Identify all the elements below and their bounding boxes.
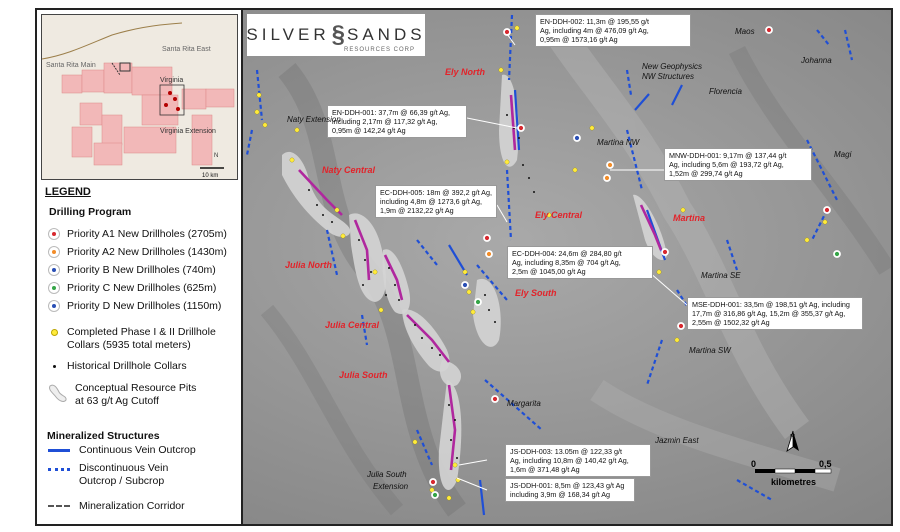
legend-item-pits: Conceptual Resource Pits at 63 g/t Ag Cutoff <box>47 382 196 408</box>
target-label-naty-central: Naty Central <box>322 165 376 175</box>
legend-title: LEGEND <box>45 186 91 198</box>
priority-c-icon <box>49 283 59 293</box>
svg-text:0: 0 <box>751 459 757 469</box>
place-label-martina-sw: Martina SW <box>689 346 731 355</box>
location-inset-map <box>41 14 238 180</box>
company-logo: SILVER § SANDS RESOURCES CORP <box>247 14 425 56</box>
callout-js-ddh-001: JS-DDH-001: 8,5m @ 123,43 g/t Ag including 3,9m @ 168,34 g/t Ag <box>505 478 635 502</box>
scale-bar <box>749 429 837 489</box>
legend-item-b: Priority B New Drillholes (740m) <box>47 264 216 276</box>
priority-a2-icon <box>49 247 59 257</box>
historical-collar-icon <box>53 365 56 368</box>
legend-item-c: Priority C New Drillholes (625m) <box>47 282 216 294</box>
legend-panel <box>37 10 243 524</box>
inset-label-virginia-extension: Virginia Extension <box>160 128 216 135</box>
completed-collar-icon <box>52 330 57 335</box>
priority-b-icon <box>49 265 59 275</box>
place-label-magi: Magi <box>834 150 852 159</box>
svg-text:0,5: 0,5 <box>819 459 832 469</box>
place-label-naty-extension: Naty Extension <box>287 115 341 124</box>
inset-north-arrow: N <box>214 153 219 159</box>
legend-item-corridor: Mineralization Corridor <box>47 500 185 512</box>
legend-item-completed: Completed Phase I & II Drillhole Collars (5935 total meters) <box>47 326 216 352</box>
continuous-vein-icon <box>48 449 70 452</box>
target-label-julia-central: Julia Central <box>325 320 380 330</box>
place-label-jazmin-east: Jazmin East <box>655 436 699 445</box>
legend-item-discontinuous: Discontinuous Vein Outcrop / Subcrop <box>47 462 168 488</box>
inset-svg <box>42 15 237 179</box>
legend-item-continuous: Continuous Vein Outcrop <box>47 444 196 456</box>
target-label-julia-north: Julia North <box>285 260 333 270</box>
callout-mse-ddh-001: MSE-DDH-001: 33,5m @ 198,51 g/t Ag, including 17,7m @ 316,86 g/t Ag, 15,2m @ 355,37 g/t Ag, 2,55m @ 1502,32 g/t Ag <box>687 297 863 330</box>
target-label-martina: Martina <box>673 213 706 223</box>
callout-mnw-ddh-001: MNW-DDH-001: 9,17m @ 137,44 g/t Ag, including 5,6m @ 193,72 g/t Ag, 1,52m @ 299,74 g/t Ag <box>664 148 812 181</box>
target-label-ely-central: Ely Central <box>535 210 583 220</box>
place-label-new-geophysics: New Geophysics <box>642 62 703 71</box>
legend-item-a1: Priority A1 New Drillholes (2705m) <box>47 228 227 240</box>
structures-heading: Mineralized Structures <box>47 430 160 442</box>
target-label-julia-south: Julia South <box>339 370 388 380</box>
inset-label-santa-rita-main: Santa Rita Main <box>46 62 96 69</box>
resource-pit-icon <box>47 382 69 404</box>
discontinuous-vein-icon <box>48 468 70 471</box>
place-label-nw-structures: NW Structures <box>642 72 695 81</box>
corridor-icon <box>48 505 70 507</box>
legend-item-a2: Priority A2 New Drillholes (1430m) <box>47 246 227 258</box>
svg-text:N: N <box>790 434 796 441</box>
place-label-martina-nw: Martina NW <box>597 138 640 147</box>
callout-en-ddh-001: EN-DDH-001: 37,7m @ 66,39 g/t Ag, including 2,17m @ 117,32 g/t Ag, 0,95m @ 142,24 g/t Ag <box>327 105 467 138</box>
target-label-ely-north: Ely North <box>445 67 486 77</box>
place-label-florencia: Florencia <box>709 87 742 96</box>
inset-scale-label: 10 km <box>202 173 219 179</box>
place-label-margarita: Margarita <box>507 399 541 408</box>
legend-item-historical: Historical Drillhole Collars <box>47 360 187 372</box>
inset-label-virginia: Virginia <box>160 77 184 84</box>
priority-d-icon <box>49 301 59 311</box>
logo-mark-icon: § <box>331 21 345 48</box>
callout-ec-ddh-005: EC-DDH-005: 18m @ 392,2 g/t Ag, including 4,8m @ 1273,6 g/t Ag, 1,9m @ 2132,22 g/t Ag <box>375 185 497 218</box>
target-label-ely-south: Ely South <box>515 288 557 298</box>
callout-js-ddh-003: JS-DDH-003: 13.05m @ 122,33 g/t Ag, including 10,8m @ 140,42 g/t Ag, 1,6m @ 371,48 g/t Ag <box>505 444 651 477</box>
place-label-johanna: Johanna <box>801 56 832 65</box>
place-label-martina-se: Martina SE <box>701 271 741 280</box>
drilling-program-heading: Drilling Program <box>49 206 132 218</box>
legend-item-d: Priority D New Drillholes (1150m) <box>47 300 221 312</box>
callout-en-ddh-002: EN-DDH-002: 11,3m @ 195,55 g/t Ag, including 4m @ 476,09 g/t Ag, 0,95m @ 1573,16 g/t Ag <box>535 14 691 47</box>
place-label-maos: Maos <box>735 27 755 36</box>
inset-label-santa-rita-east: Santa Rita East <box>162 46 211 53</box>
callout-ec-ddh-004: EC-DDH-004: 24,6m @ 284,80 g/t Ag, including 8,35m @ 704 g/t Ag, 2,5m @ 1045,00 g/t Ag <box>507 246 653 279</box>
place-label-julia-south-ext-1: Julia South <box>367 470 407 479</box>
place-label-julia-south-ext-2: Extension <box>373 482 409 491</box>
map-frame <box>35 8 893 526</box>
priority-a1-icon <box>49 229 59 239</box>
svg-text:kilometres: kilometres <box>771 477 817 487</box>
